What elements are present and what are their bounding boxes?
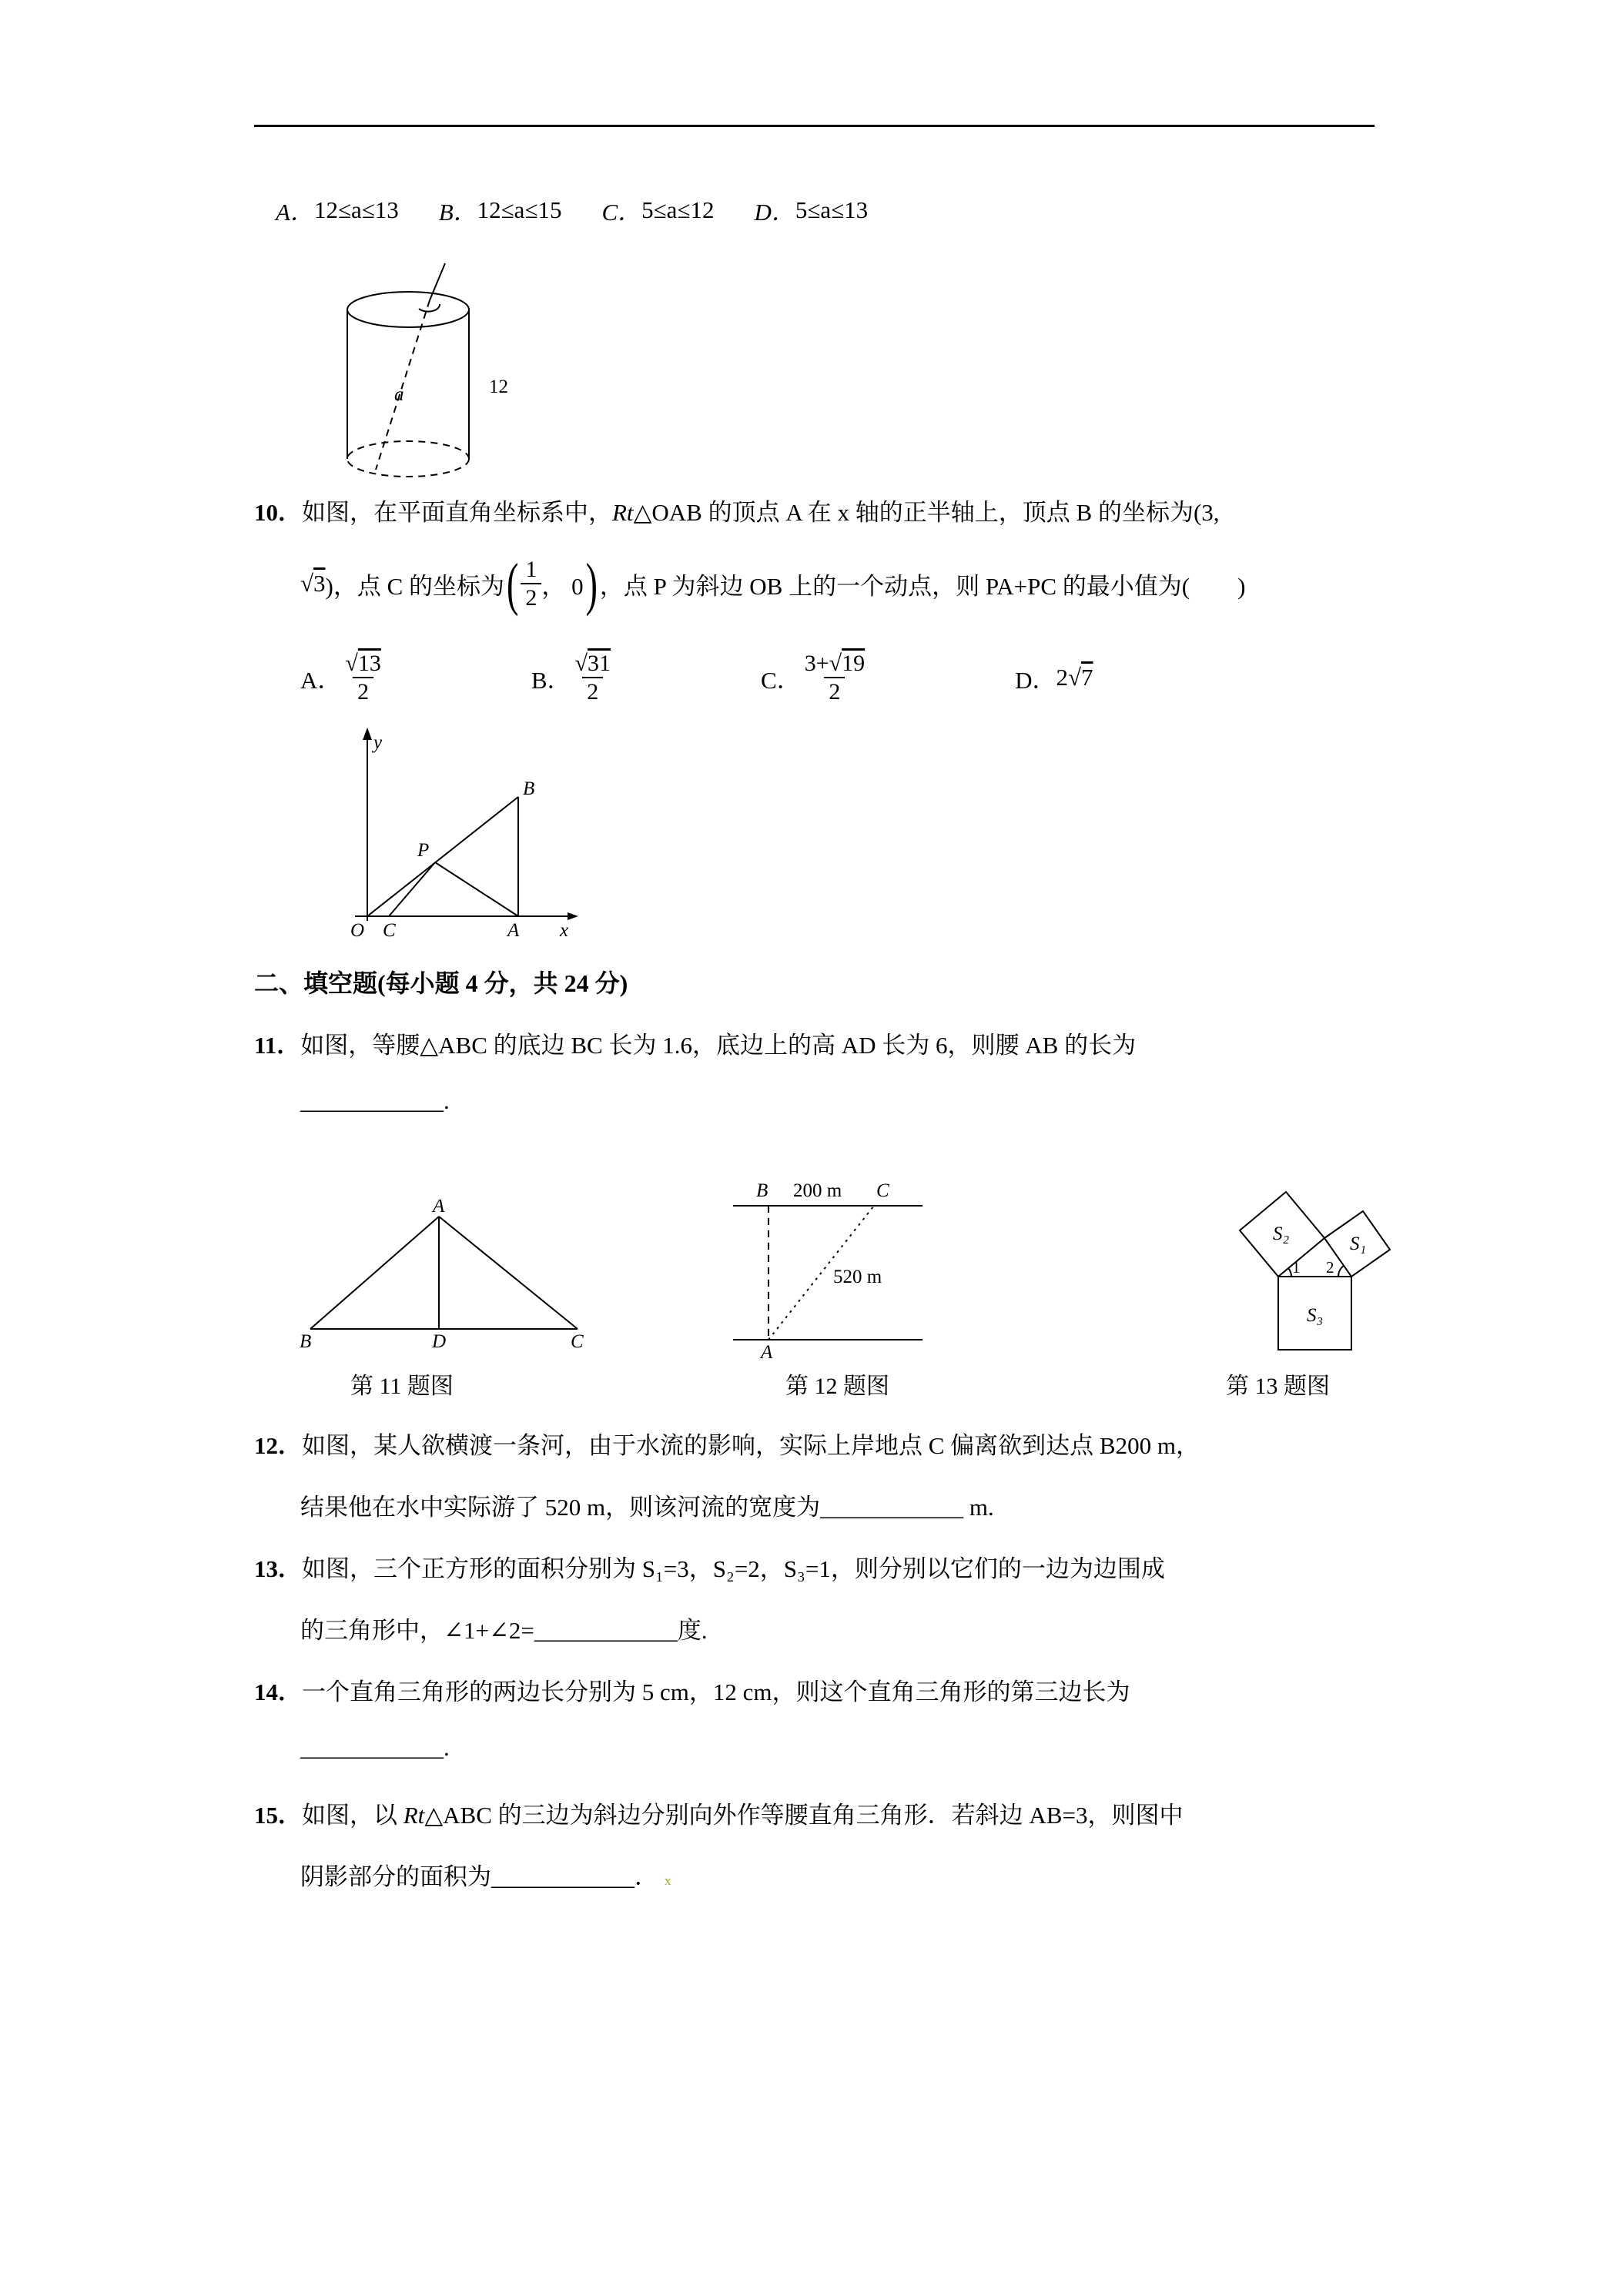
q10-option-a-fraction: [341, 650, 384, 706]
big-left-paren: (: [507, 551, 519, 617]
fig-13-caption: 第 13 题图: [1226, 1374, 1330, 1399]
sqrt-sign: √: [345, 650, 358, 676]
label-s3: S₃: [1307, 1305, 1324, 1326]
question-12-line-2: 结果他在水中实际游了 520 m，则该河流的宽度为____________ m.: [300, 1494, 994, 1521]
question-11-line-1: [254, 1026, 1136, 1060]
axes: [355, 728, 578, 921]
question-14-line-2: ____________.: [300, 1734, 450, 1761]
point-label-c: C: [383, 920, 396, 941]
numerator: [341, 650, 384, 677]
q11-number: 11．: [254, 1032, 301, 1059]
q12-number: 12．: [254, 1432, 302, 1459]
point-label-a: A: [507, 920, 520, 941]
triangle-abc: [310, 1217, 578, 1329]
radicand: 7: [1081, 664, 1093, 691]
point-label-o: O: [350, 920, 365, 941]
section-2-header: 二、填空题(每小题 4 分，共 24 分): [254, 969, 628, 997]
q15-blank-text: 阴影部分的面积为____________．: [300, 1863, 658, 1890]
q13-number: 13．: [254, 1555, 302, 1582]
q10-line2-text: )，点 C 的坐标为: [325, 572, 505, 600]
q13-text: 如图，三个正方形的面积分别为 S₁=3，S₂=2，S₃=1，则分别以它们的一边为边围成: [302, 1555, 1165, 1582]
q9-option-b-text: 12≤a≤15: [477, 196, 562, 223]
frac-denominator: 2: [521, 583, 541, 611]
radicand: 31: [588, 650, 611, 676]
q10-option-a-label: A．: [300, 666, 342, 694]
label-a: A: [761, 1342, 773, 1361]
fig-12-caption: 第 12 题图: [785, 1374, 889, 1399]
axis-label-x: x: [560, 920, 569, 941]
q9-option-c-label: C．: [601, 199, 642, 226]
q10-option-c-label: C．: [761, 666, 801, 694]
label-a: A: [433, 1200, 445, 1217]
label-angle-2: 2: [1326, 1258, 1334, 1277]
cylinder-outline: [347, 292, 469, 477]
angle-1-arc: [1288, 1268, 1291, 1277]
numerator-pre: 3+: [804, 650, 829, 676]
coordinate-figure: [320, 724, 585, 943]
fig-13-squares: [1174, 1146, 1436, 1369]
river-banks: [733, 1206, 922, 1340]
q12-text: 如图，某人欲横渡一条河，由于水流的影响，实际上岸地点 C 偏离欲到达点 B200 m，: [302, 1432, 1200, 1459]
q9-option-b-label: B．: [438, 199, 477, 226]
label-s2: S₂: [1273, 1223, 1290, 1244]
label-c: C: [876, 1180, 889, 1201]
denominator: 2: [353, 677, 373, 705]
label-c: C: [571, 1331, 584, 1350]
question-13-line-1: [254, 1549, 1165, 1584]
sqrt-sign: √: [300, 570, 314, 597]
q15-text-rest: △ABC 的三边为斜边分别向外作等腰直角三角形．若斜边 AB=3，则图中: [424, 1802, 1184, 1829]
triangle-oab: [367, 797, 518, 916]
q14-number: 14．: [254, 1678, 302, 1705]
q14-text: 一个直角三角形的两边长分别为 5 cm，12 cm，则这个直角三角形的第三边长为: [302, 1678, 1130, 1705]
q9-option-b: [439, 192, 562, 227]
q9-option-a: [276, 192, 399, 227]
radicand: 13: [357, 650, 381, 676]
cylinder-figure: [331, 260, 531, 499]
question-15-line-1: [254, 1796, 1183, 1830]
angle-2-arc: [1338, 1266, 1344, 1277]
label-b: B: [756, 1180, 768, 1201]
fig-11-caption: 第 11 题图: [350, 1374, 454, 1399]
cylinder-label-a: a: [394, 384, 404, 405]
q10-number: 10．: [254, 499, 302, 526]
big-right-paren: ): [585, 551, 598, 617]
radicand: 19: [842, 650, 866, 676]
fig-11-triangle: [296, 1200, 585, 1350]
label-b: B: [300, 1331, 312, 1350]
axis-label-y: y: [373, 732, 383, 753]
question-10-line-2: [300, 548, 1245, 619]
coordinate-fraction: [521, 556, 541, 612]
q10-option-d-label: D．: [1015, 666, 1056, 694]
angle-arc: [419, 304, 440, 312]
sqrt-sign: √: [829, 650, 842, 676]
point-label-p: P: [417, 840, 430, 861]
stray-mark: x: [665, 1873, 671, 1888]
q15-rt: Rt: [403, 1802, 425, 1829]
page-top-rule: [254, 125, 1375, 127]
q10-option-c: [761, 650, 869, 706]
sqrt-radicand: 3: [313, 570, 326, 597]
question-11-blank: ____________.: [300, 1087, 450, 1114]
sqrt-sign: √: [1067, 664, 1081, 691]
q9-option-a-label: A．: [276, 199, 314, 226]
label-520m: 520 m: [833, 1267, 882, 1287]
q9-option-c: [601, 192, 714, 227]
question-12-line-1: [254, 1426, 1200, 1461]
question-10-line-1: [254, 493, 1220, 527]
denominator: 2: [582, 677, 603, 705]
question-13-line-2: 的三角形中，∠1+∠2=____________度.: [300, 1617, 708, 1644]
q10-option-b-fraction: [571, 650, 614, 706]
q10-options: [300, 641, 1093, 714]
label-s1: S₁: [1350, 1233, 1367, 1254]
q10-line2-tail: ，点 P 为斜边 OB 上的一个动点，则 PA+PC 的最小值为( ): [599, 572, 1246, 600]
numerator: [571, 650, 614, 677]
q15-number: 15．: [254, 1802, 302, 1829]
denominator: 2: [824, 677, 845, 705]
q9-option-c-text: 5≤a≤12: [641, 196, 715, 223]
q10-option-b-label: B．: [531, 666, 571, 694]
q9-options: [276, 192, 908, 227]
q10-text-rest: △OAB 的顶点 A 在 x 轴的正半轴上，顶点 B 的坐标为(3,: [633, 499, 1220, 526]
point-label-b: B: [523, 778, 535, 799]
q10-option-d: [1015, 661, 1093, 695]
q15-text-pre: 如图，以: [302, 1802, 403, 1829]
q10-option-a: [300, 650, 385, 706]
sqrt-sign: √: [574, 650, 588, 676]
q9-option-d-label: D．: [754, 199, 795, 226]
label-200m: 200 m: [793, 1180, 842, 1201]
q9-option-d: [754, 192, 868, 227]
question-15-line-2: [300, 1857, 671, 1892]
question-14-line-1: [254, 1672, 1130, 1707]
numerator: [801, 650, 869, 677]
label-angle-1: 1: [1292, 1258, 1301, 1277]
frac-numerator: 1: [525, 556, 537, 582]
q10-option-b: [531, 650, 614, 706]
q10-rt: Rt: [612, 499, 634, 526]
q9-option-a-text: 12≤a≤13: [313, 196, 399, 223]
cylinder-label-12: 12: [489, 377, 508, 397]
q10-line2-zero: ， 0: [541, 572, 584, 600]
fig-12-river: [724, 1169, 932, 1361]
q9-option-d-text: 5≤a≤13: [795, 196, 869, 223]
q10-option-d-coeff: 2: [1056, 664, 1068, 691]
q10-option-c-fraction: [801, 650, 869, 706]
label-d: D: [432, 1331, 447, 1350]
q10-text-pre: 如图，在平面直角坐标系中，: [302, 499, 612, 526]
q11-text: 如图，等腰△ABC 的底边 BC 长为 1.6，底边上的高 AD 长为 6，则腰 AB 的长为: [300, 1032, 1137, 1059]
